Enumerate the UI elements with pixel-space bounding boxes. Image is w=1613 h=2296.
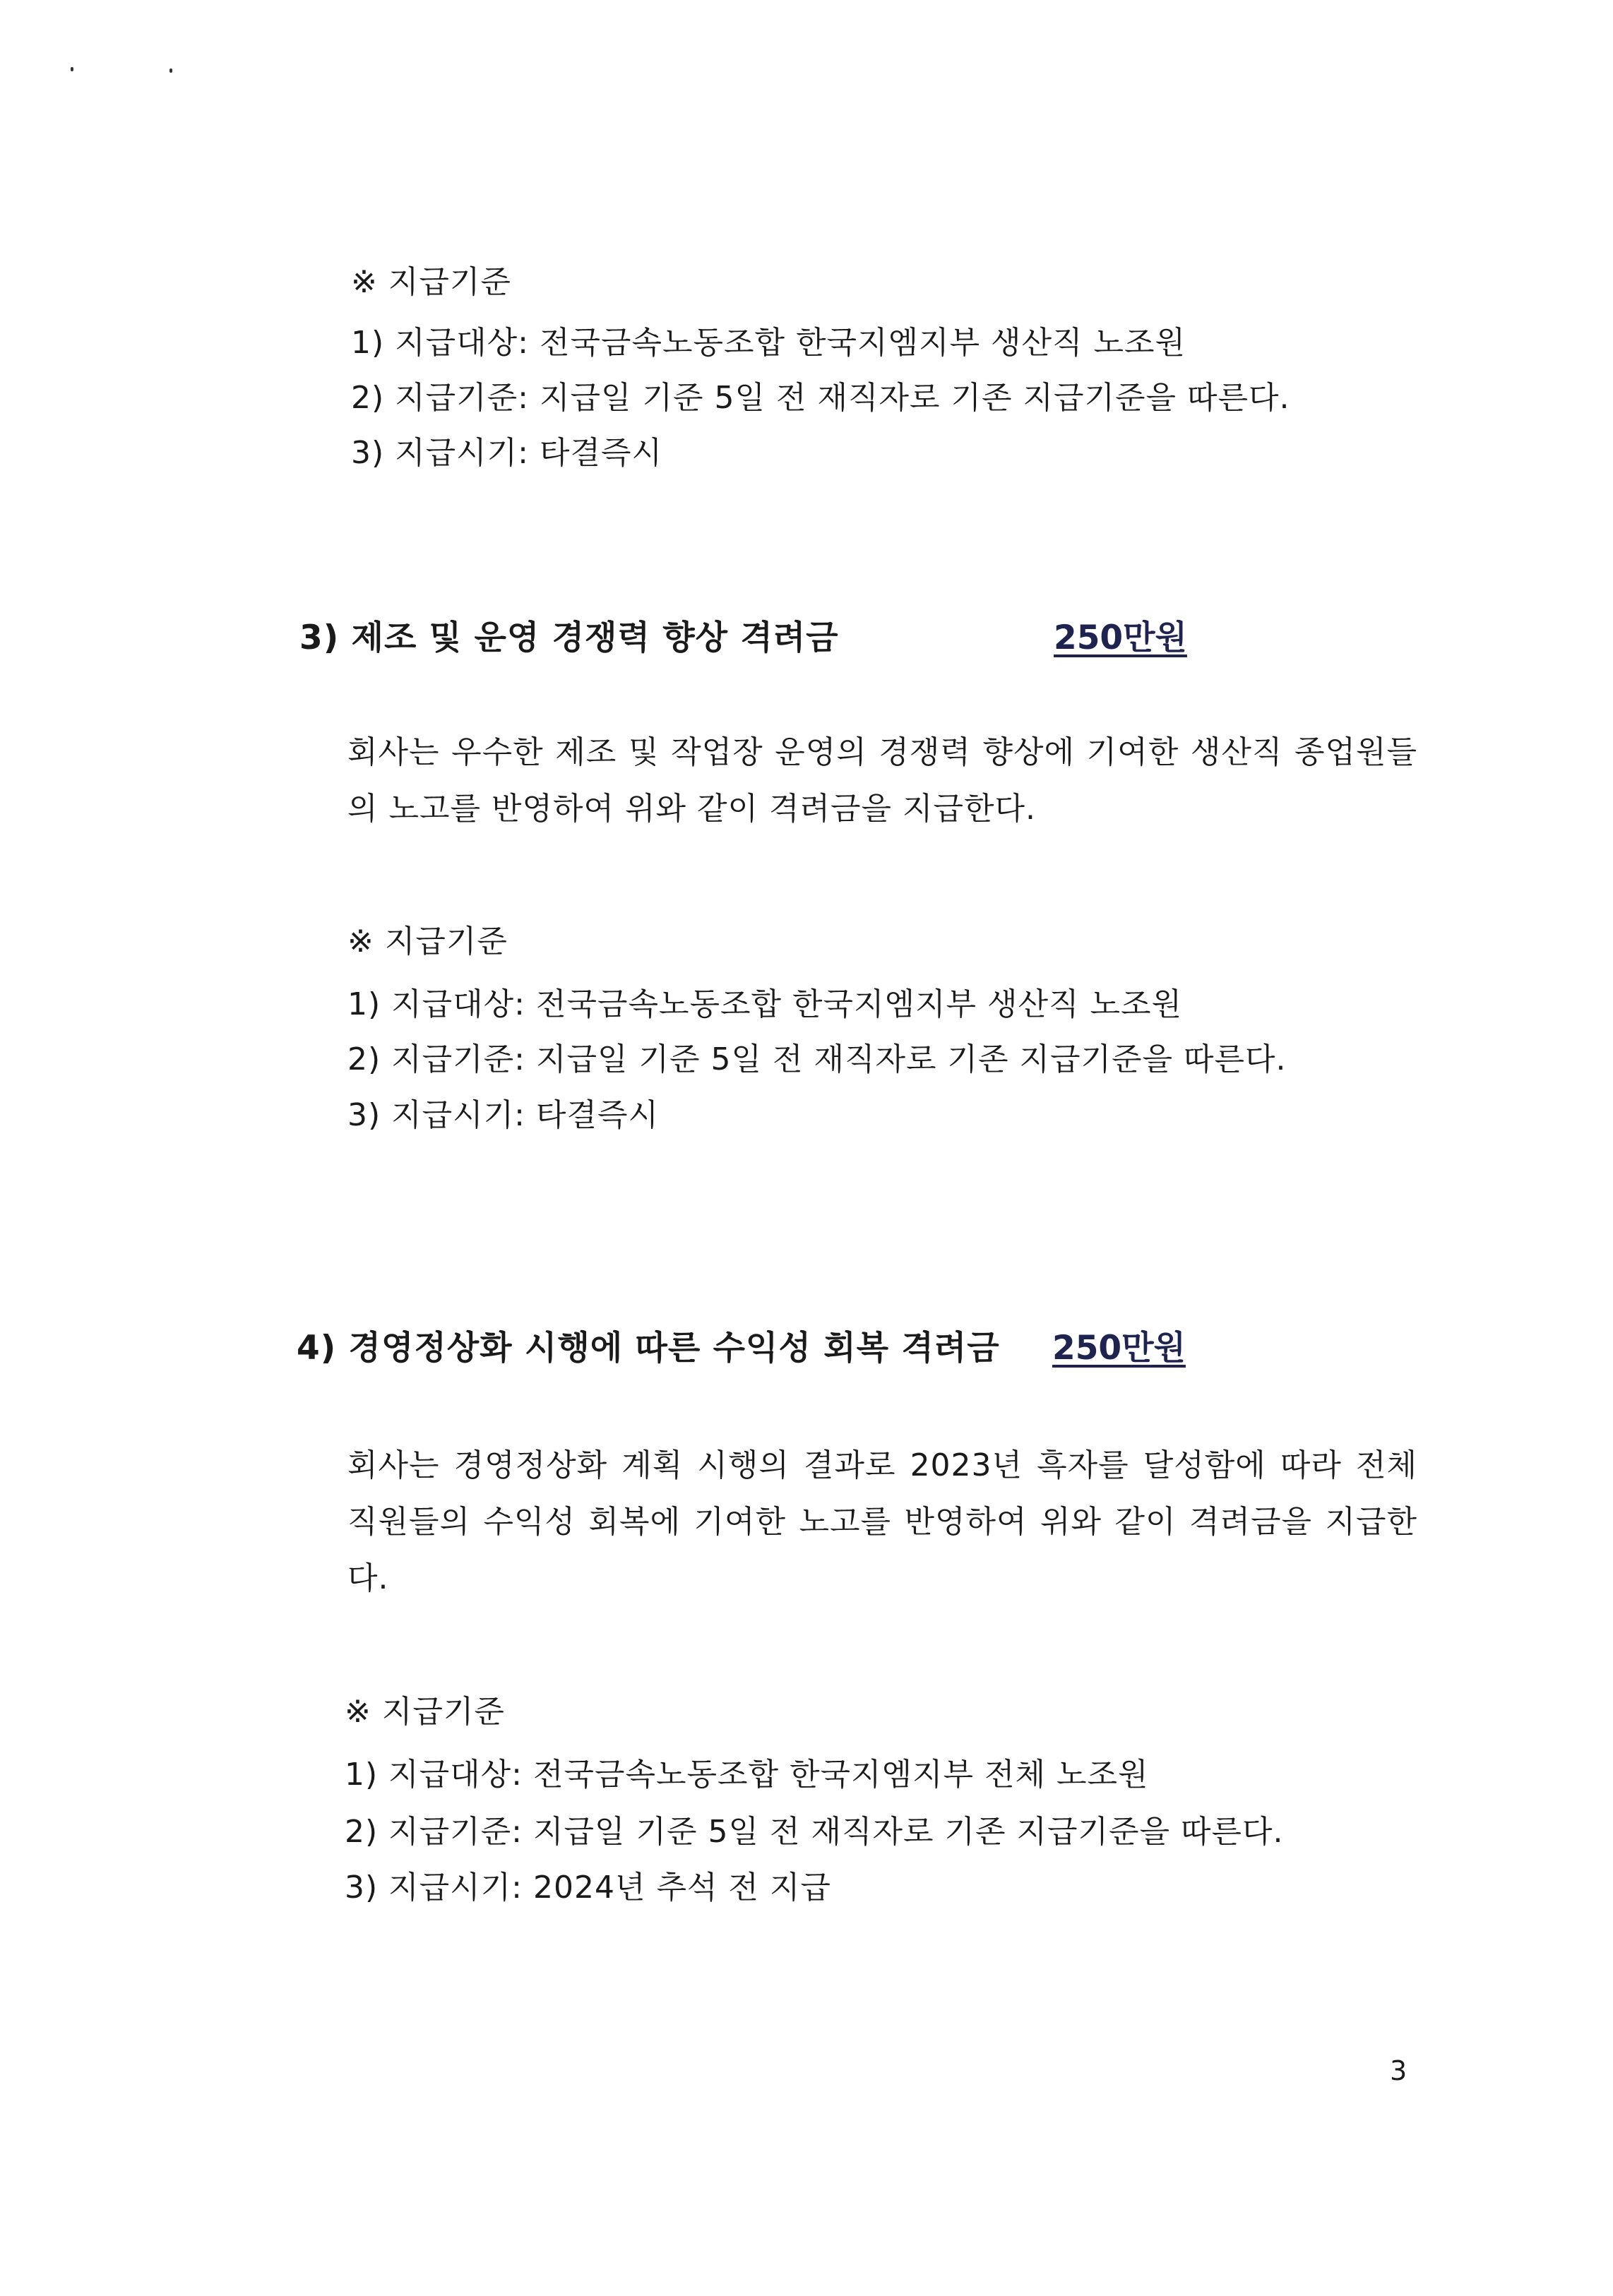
page-number: 3 [1390, 2055, 1407, 2086]
scan-speck [169, 68, 172, 73]
criteria-title: ※ 지급기준 [345, 1694, 505, 1730]
criteria-title: ※ 지급기준 [351, 264, 511, 300]
scan-speck [71, 67, 73, 71]
criteria-item: 1) 지급대상: 전국금속노동조합 한국지엠지부 생산직 노조원 [347, 986, 1183, 1022]
section-heading: 4) 경영정상화 시행에 따른 수익성 회복 격려금 [297, 1329, 1000, 1368]
criteria-item: 3) 지급시기: 2024년 추석 전 지급 [345, 1870, 831, 1906]
criteria-item: 2) 지급기준: 지급일 기준 5일 전 재직자로 기존 지급기준을 따른다. [347, 1041, 1287, 1077]
bonus-amount: 250만원 [1054, 618, 1187, 657]
criteria-item: 1) 지급대상: 전국금속노동조합 한국지엠지부 전체 노조원 [345, 1757, 1149, 1793]
section-heading: 3) 제조 및 운영 경쟁력 향상 격려금 [299, 618, 839, 657]
bonus-amount: 250만원 [1052, 1329, 1186, 1368]
criteria-item: 1) 지급대상: 전국금속노동조합 한국지엠지부 생산직 노조원 [351, 325, 1186, 361]
criteria-title: ※ 지급기준 [347, 923, 508, 959]
section-paragraph: 회사는 우수한 제조 및 작업장 운영의 경쟁력 향상에 기여한 생산직 종업원들의 노고를 반영하여 위와 같이 격려금을 지급한다. [347, 734, 1417, 827]
criteria-item: 2) 지급기준: 지급일 기준 5일 전 재직자로 기존 지급기준을 따른다. [345, 1814, 1284, 1850]
criteria-item: 2) 지급기준: 지급일 기준 5일 전 재직자로 기존 지급기준을 따른다. [351, 380, 1290, 416]
criteria-item: 3) 지급시기: 타결즉시 [347, 1097, 659, 1133]
criteria-item: 3) 지급시기: 타결즉시 [351, 435, 662, 471]
section-paragraph: 회사는 경영정상화 계획 시행의 결과로 2023년 흑자를 달성함에 따라 전체 직원들의 수익성 회복에 기여한 노고를 반영하여 위와 같이 격려금을 지급한다. [347, 1447, 1417, 1596]
